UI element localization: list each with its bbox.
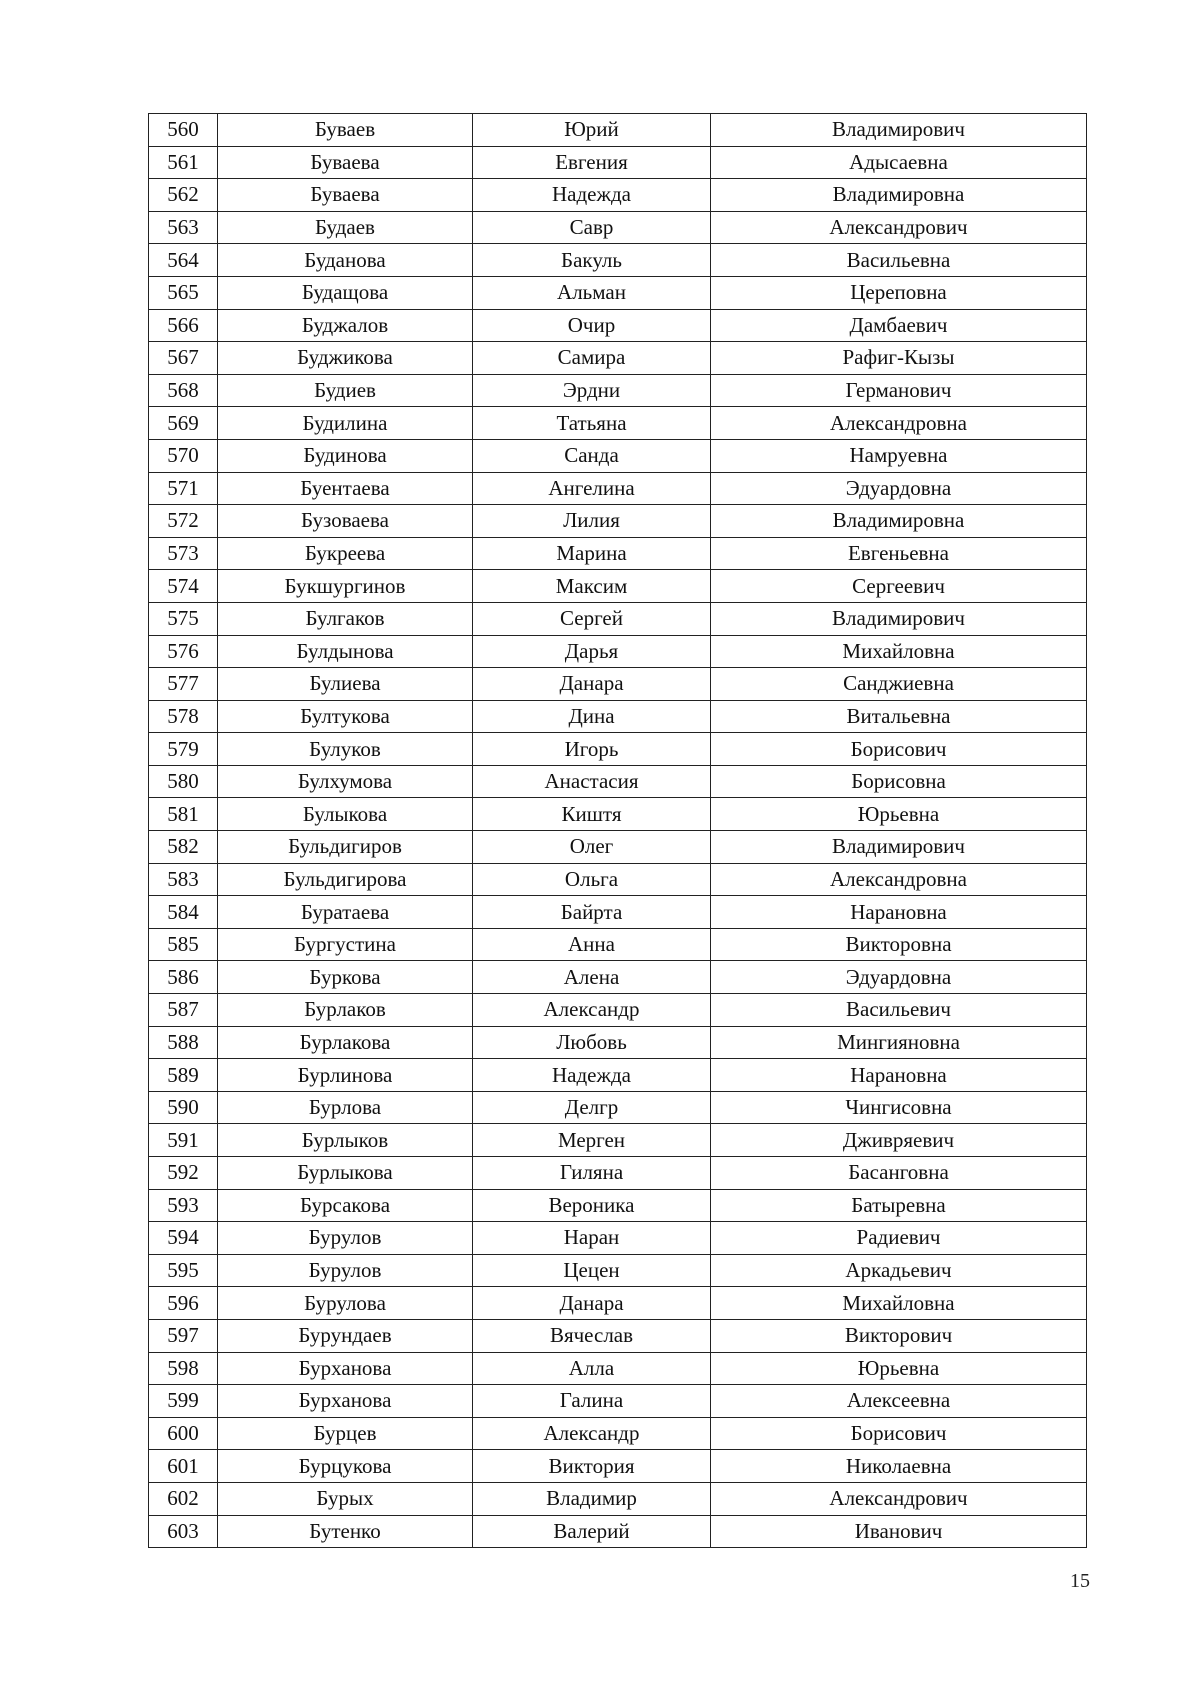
row-number-cell: 596 [149, 1287, 218, 1320]
table-row [149, 1254, 1087, 1287]
table-row [149, 570, 1087, 603]
table-row [149, 1482, 1087, 1515]
first-name-cell: Виктория [473, 1450, 711, 1483]
table-row [149, 700, 1087, 733]
patronymic-cell: Санджиевна [711, 668, 1087, 701]
row-number-cell: 569 [149, 407, 218, 440]
first-name-cell: Евгения [473, 146, 711, 179]
table-row [149, 472, 1087, 505]
patronymic-cell: Владимировна [711, 505, 1087, 538]
last-name-cell: Бурых [218, 1482, 473, 1515]
last-name-cell: Будинова [218, 439, 473, 472]
table-row [149, 831, 1087, 864]
table-row [149, 407, 1087, 440]
patronymic-cell: Александровна [711, 863, 1087, 896]
last-name-cell: Бузоваева [218, 505, 473, 538]
first-name-cell: Александр [473, 1417, 711, 1450]
table-row [149, 1385, 1087, 1418]
first-name-cell: Дина [473, 700, 711, 733]
row-number-cell: 568 [149, 374, 218, 407]
table-row [149, 114, 1087, 147]
row-number-cell: 594 [149, 1222, 218, 1255]
row-number-cell: 593 [149, 1189, 218, 1222]
last-name-cell: Бурлыкова [218, 1157, 473, 1190]
first-name-cell: Бакуль [473, 244, 711, 277]
first-name-cell: Сергей [473, 602, 711, 635]
row-number-cell: 572 [149, 505, 218, 538]
patronymic-cell: Владимирович [711, 602, 1087, 635]
row-number-cell: 598 [149, 1352, 218, 1385]
row-number-cell: 560 [149, 114, 218, 147]
last-name-cell: Бурлакова [218, 1026, 473, 1059]
last-name-cell: Бульдигирова [218, 863, 473, 896]
table-row [149, 1026, 1087, 1059]
first-name-cell: Владимир [473, 1482, 711, 1515]
row-number-cell: 595 [149, 1254, 218, 1287]
table-row [149, 668, 1087, 701]
first-name-cell: Ольга [473, 863, 711, 896]
last-name-cell: Буджикова [218, 342, 473, 375]
last-name-cell: Бурундаев [218, 1319, 473, 1352]
first-name-cell: Мерген [473, 1124, 711, 1157]
table-row [149, 765, 1087, 798]
first-name-cell: Вячеслав [473, 1319, 711, 1352]
last-name-cell: Булгаков [218, 602, 473, 635]
row-number-cell: 561 [149, 146, 218, 179]
first-name-cell: Делгр [473, 1091, 711, 1124]
patronymic-cell: Юрьевна [711, 1352, 1087, 1385]
row-number-cell: 601 [149, 1450, 218, 1483]
last-name-cell: Бурцев [218, 1417, 473, 1450]
last-name-cell: Булдынова [218, 635, 473, 668]
first-name-cell: Данара [473, 1287, 711, 1320]
first-name-cell: Самира [473, 342, 711, 375]
names-table-body [149, 114, 1087, 1548]
row-number-cell: 570 [149, 439, 218, 472]
first-name-cell: Наран [473, 1222, 711, 1255]
table-row [149, 211, 1087, 244]
patronymic-cell: Рафиг-Кызы [711, 342, 1087, 375]
row-number-cell: 579 [149, 733, 218, 766]
patronymic-cell: Батыревна [711, 1189, 1087, 1222]
patronymic-cell: Евгеньевна [711, 537, 1087, 570]
row-number-cell: 573 [149, 537, 218, 570]
last-name-cell: Буданова [218, 244, 473, 277]
table-row [149, 1157, 1087, 1190]
row-number-cell: 603 [149, 1515, 218, 1548]
last-name-cell: Бутенко [218, 1515, 473, 1548]
table-row [149, 505, 1087, 538]
table-row [149, 602, 1087, 635]
patronymic-cell: Дживряевич [711, 1124, 1087, 1157]
last-name-cell: Буваева [218, 146, 473, 179]
patronymic-cell: Чингисовна [711, 1091, 1087, 1124]
last-name-cell: Бурлаков [218, 994, 473, 1027]
row-number-cell: 597 [149, 1319, 218, 1352]
table-row [149, 961, 1087, 994]
first-name-cell: Очир [473, 309, 711, 342]
patronymic-cell: Сергеевич [711, 570, 1087, 603]
patronymic-cell: Александрович [711, 1482, 1087, 1515]
row-number-cell: 591 [149, 1124, 218, 1157]
row-number-cell: 577 [149, 668, 218, 701]
patronymic-cell: Нарановна [711, 896, 1087, 929]
row-number-cell: 583 [149, 863, 218, 896]
first-name-cell: Надежда [473, 1059, 711, 1092]
first-name-cell: Валерий [473, 1515, 711, 1548]
table-row [149, 1059, 1087, 1092]
patronymic-cell: Витальевна [711, 700, 1087, 733]
last-name-cell: Бултукова [218, 700, 473, 733]
patronymic-cell: Эдуардовна [711, 472, 1087, 505]
table-row [149, 439, 1087, 472]
last-name-cell: Бурулов [218, 1254, 473, 1287]
patronymic-cell: Аркадьевич [711, 1254, 1087, 1287]
first-name-cell: Алена [473, 961, 711, 994]
patronymic-cell: Борисовна [711, 765, 1087, 798]
last-name-cell: Бурцукова [218, 1450, 473, 1483]
row-number-cell: 574 [149, 570, 218, 603]
first-name-cell: Любовь [473, 1026, 711, 1059]
table-row [149, 733, 1087, 766]
last-name-cell: Бурлова [218, 1091, 473, 1124]
row-number-cell: 600 [149, 1417, 218, 1450]
last-name-cell: Бурханова [218, 1385, 473, 1418]
last-name-cell: Бурлинова [218, 1059, 473, 1092]
last-name-cell: Булыкова [218, 798, 473, 831]
patronymic-cell: Владимирович [711, 831, 1087, 864]
first-name-cell: Марина [473, 537, 711, 570]
row-number-cell: 580 [149, 765, 218, 798]
first-name-cell: Юрий [473, 114, 711, 147]
last-name-cell: Бурулова [218, 1287, 473, 1320]
table-row [149, 342, 1087, 375]
row-number-cell: 578 [149, 700, 218, 733]
patronymic-cell: Германович [711, 374, 1087, 407]
patronymic-cell: Борисович [711, 1417, 1087, 1450]
table-row [149, 798, 1087, 831]
table-row [149, 1189, 1087, 1222]
first-name-cell: Надежда [473, 179, 711, 212]
last-name-cell: Буджалов [218, 309, 473, 342]
row-number-cell: 582 [149, 831, 218, 864]
patronymic-cell: Александровна [711, 407, 1087, 440]
row-number-cell: 586 [149, 961, 218, 994]
patronymic-cell: Басанговна [711, 1157, 1087, 1190]
table-row [149, 896, 1087, 929]
patronymic-cell: Владимировна [711, 179, 1087, 212]
first-name-cell: Байрта [473, 896, 711, 929]
table-row [149, 1450, 1087, 1483]
names-table-container [148, 113, 1086, 1548]
patronymic-cell: Адысаевна [711, 146, 1087, 179]
last-name-cell: Буратаева [218, 896, 473, 929]
first-name-cell: Альман [473, 276, 711, 309]
row-number-cell: 571 [149, 472, 218, 505]
patronymic-cell: Николаевна [711, 1450, 1087, 1483]
table-row [149, 994, 1087, 1027]
patronymic-cell: Нарановна [711, 1059, 1087, 1092]
row-number-cell: 566 [149, 309, 218, 342]
row-number-cell: 587 [149, 994, 218, 1027]
row-number-cell: 567 [149, 342, 218, 375]
last-name-cell: Будащова [218, 276, 473, 309]
last-name-cell: Бургустина [218, 928, 473, 961]
patronymic-cell: Иванович [711, 1515, 1087, 1548]
first-name-cell: Александр [473, 994, 711, 1027]
patronymic-cell: Викторович [711, 1319, 1087, 1352]
table-row [149, 928, 1087, 961]
row-number-cell: 599 [149, 1385, 218, 1418]
row-number-cell: 584 [149, 896, 218, 929]
table-row [149, 863, 1087, 896]
patronymic-cell: Викторовна [711, 928, 1087, 961]
first-name-cell: Максим [473, 570, 711, 603]
patronymic-cell: Борисович [711, 733, 1087, 766]
last-name-cell: Бурулов [218, 1222, 473, 1255]
patronymic-cell: Васильевна [711, 244, 1087, 277]
last-name-cell: Букшургинов [218, 570, 473, 603]
patronymic-cell: Александрович [711, 211, 1087, 244]
table-row [149, 179, 1087, 212]
patronymic-cell: Юрьевна [711, 798, 1087, 831]
first-name-cell: Эрдни [473, 374, 711, 407]
row-number-cell: 562 [149, 179, 218, 212]
first-name-cell: Игорь [473, 733, 711, 766]
patronymic-cell: Мингияновна [711, 1026, 1087, 1059]
row-number-cell: 590 [149, 1091, 218, 1124]
row-number-cell: 588 [149, 1026, 218, 1059]
row-number-cell: 563 [149, 211, 218, 244]
patronymic-cell: Васильевич [711, 994, 1087, 1027]
table-row [149, 537, 1087, 570]
patronymic-cell: Михайловна [711, 635, 1087, 668]
row-number-cell: 602 [149, 1482, 218, 1515]
first-name-cell: Данара [473, 668, 711, 701]
last-name-cell: Булхумова [218, 765, 473, 798]
first-name-cell: Олег [473, 831, 711, 864]
last-name-cell: Бурлыков [218, 1124, 473, 1157]
table-row [149, 244, 1087, 277]
row-number-cell: 589 [149, 1059, 218, 1092]
patronymic-cell: Радиевич [711, 1222, 1087, 1255]
patronymic-cell: Владимирович [711, 114, 1087, 147]
table-row [149, 374, 1087, 407]
table-row [149, 1352, 1087, 1385]
last-name-cell: Булиева [218, 668, 473, 701]
table-row [149, 276, 1087, 309]
table-row [149, 309, 1087, 342]
last-name-cell: Буваева [218, 179, 473, 212]
table-row [149, 1222, 1087, 1255]
row-number-cell: 581 [149, 798, 218, 831]
row-number-cell: 585 [149, 928, 218, 961]
last-name-cell: Буваев [218, 114, 473, 147]
first-name-cell: Цецен [473, 1254, 711, 1287]
patronymic-cell: Михайловна [711, 1287, 1087, 1320]
row-number-cell: 576 [149, 635, 218, 668]
patronymic-cell: Дамбаевич [711, 309, 1087, 342]
table-row [149, 1515, 1087, 1548]
last-name-cell: Будилина [218, 407, 473, 440]
table-row [149, 635, 1087, 668]
first-name-cell: Вероника [473, 1189, 711, 1222]
first-name-cell: Киштя [473, 798, 711, 831]
first-name-cell: Татьяна [473, 407, 711, 440]
table-row [149, 1287, 1087, 1320]
first-name-cell: Галина [473, 1385, 711, 1418]
table-row [149, 1091, 1087, 1124]
first-name-cell: Савр [473, 211, 711, 244]
patronymic-cell: Алексеевна [711, 1385, 1087, 1418]
row-number-cell: 565 [149, 276, 218, 309]
table-row [149, 1319, 1087, 1352]
first-name-cell: Анна [473, 928, 711, 961]
first-name-cell: Алла [473, 1352, 711, 1385]
patronymic-cell: Намруевна [711, 439, 1087, 472]
first-name-cell: Гиляна [473, 1157, 711, 1190]
patronymic-cell: Эдуардовна [711, 961, 1087, 994]
table-row [149, 1417, 1087, 1450]
last-name-cell: Будиев [218, 374, 473, 407]
patronymic-cell: Цереповна [711, 276, 1087, 309]
first-name-cell: Санда [473, 439, 711, 472]
last-name-cell: Бульдигиров [218, 831, 473, 864]
row-number-cell: 564 [149, 244, 218, 277]
last-name-cell: Букреева [218, 537, 473, 570]
row-number-cell: 592 [149, 1157, 218, 1190]
first-name-cell: Дарья [473, 635, 711, 668]
last-name-cell: Булуков [218, 733, 473, 766]
last-name-cell: Буркова [218, 961, 473, 994]
first-name-cell: Ангелина [473, 472, 711, 505]
table-row [149, 1124, 1087, 1157]
row-number-cell: 575 [149, 602, 218, 635]
last-name-cell: Бурсакова [218, 1189, 473, 1222]
first-name-cell: Лилия [473, 505, 711, 538]
last-name-cell: Буентаева [218, 472, 473, 505]
names-table [148, 113, 1087, 1548]
page-number: 15 [1070, 1570, 1090, 1592]
last-name-cell: Будаев [218, 211, 473, 244]
last-name-cell: Бурханова [218, 1352, 473, 1385]
table-row [149, 146, 1087, 179]
first-name-cell: Анастасия [473, 765, 711, 798]
